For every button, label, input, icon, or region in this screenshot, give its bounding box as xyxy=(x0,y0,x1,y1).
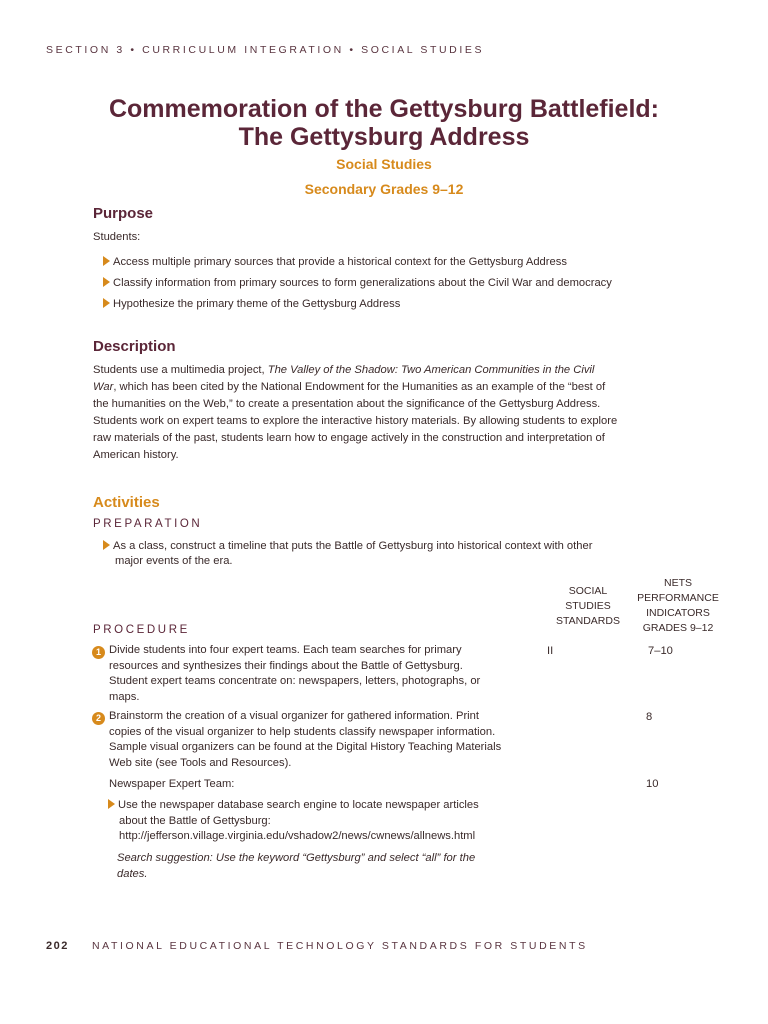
description-line: American history. xyxy=(93,449,179,461)
bullet-arrow-icon xyxy=(103,298,110,308)
page-number: 202 xyxy=(46,940,69,952)
newspaper-database-url[interactable]: http://jefferson.village.virginia.edu/vshadow2/news/cwnews/allnews.html xyxy=(119,830,476,842)
preparation-bullet xyxy=(103,539,663,569)
step-2-text: Brainstorm the creation of a visual organizer for gathered information. Print copies of the visual organizer to help students classify newspaper information. Sample visual organizers can be found at the Digital History Teaching Materials Web site (see Tools and Resources). xyxy=(109,710,502,769)
bullet-arrow-icon xyxy=(103,540,110,550)
description-line: War, which has been cited by the National Endowment for the Humanities as an example of the “best of xyxy=(93,381,606,393)
section-header: SECTION 3 • CURRICULUM INTEGRATION • SOCIAL STUDIES xyxy=(46,44,485,56)
step-2-number-badge: 2 xyxy=(92,712,105,725)
preparation-heading: PREPARATION xyxy=(93,518,203,530)
purpose-bullet: Access multiple primary sources that provide a historical context for the Gettysburg Address xyxy=(103,255,663,270)
social-studies-standards-header: SOCIAL STUDIES STANDARDS xyxy=(556,585,620,627)
preparation-line: major events of the era. xyxy=(115,555,233,567)
nets-indicators-header: NETS PERFORMANCE INDICATORS GRADES 9–12 xyxy=(637,577,719,634)
step-1-nets-indicator: 7–10 xyxy=(648,645,673,657)
procedure-heading: PROCEDURE xyxy=(93,624,190,636)
description-line: Students use a multimedia project, The Valley of the Shadow: Two American Communities in the Civil xyxy=(93,364,595,376)
purpose-bullet: Classify information from primary sources to form generalizations about the Civil War and democracy xyxy=(103,276,663,291)
newspaper-team-label: Newspaper Expert Team: xyxy=(109,778,235,790)
bullet-arrow-icon xyxy=(103,256,110,266)
page-title-line-1: Commemoration of the Gettysburg Battlefield: xyxy=(108,95,660,123)
step-1-social-standard: II xyxy=(547,645,554,657)
description-line: Students work on expert teams to explore the interactive history materials. By allowing students to explore xyxy=(93,415,618,427)
subject-label: Social Studies xyxy=(336,156,432,172)
activities-heading: Activities xyxy=(93,494,160,511)
description-heading: Description xyxy=(93,338,176,355)
step-1-number-badge: 1 xyxy=(92,646,105,659)
page-title-line-2: The Gettysburg Address xyxy=(238,123,530,151)
description-line: the humanities on the Web,” to create a presentation about the significance of the Gettysburg Address. xyxy=(93,398,601,410)
step-2-nets-indicator: 8 xyxy=(646,711,653,723)
step-1-text: Divide students into four expert teams. Each team searches for primary resources and synthesizes their findings about the Battle of Gettysburg. Student expert teams concentrate on: newspapers, letters, photographs, or maps. xyxy=(109,644,481,703)
description-text xyxy=(93,362,673,464)
search-suggestion: Search suggestion: Use the keyword “Gettysburg” and select “all” for the dates. xyxy=(117,852,476,880)
purpose-heading: Purpose xyxy=(93,205,154,222)
footer-title: NATIONAL EDUCATIONAL TECHNOLOGY STANDARDS FOR STUDENTS xyxy=(92,940,588,952)
purpose-bullet: Hypothesize the primary theme of the Gettysburg Address xyxy=(103,297,663,312)
purpose-intro: Students: xyxy=(93,231,141,243)
grades-label: Secondary Grades 9–12 xyxy=(304,181,464,197)
bullet-arrow-icon xyxy=(103,277,110,287)
description-line: raw materials of the past, students learn how to engage actively in the construction and interpretation of xyxy=(93,432,605,444)
bullet-arrow-icon xyxy=(108,799,115,809)
newspaper-team-nets-indicator: 10 xyxy=(646,778,659,790)
newspaper-team-bullet: Use the newspaper database search engine to locate newspaper articles about the Battle of Gettysburg: http://jefferson.village.virginia.edu/vshadow2/news/cwnews/allnews.html xyxy=(108,798,548,845)
preparation-line: As a class, construct a timeline that puts the Battle of Gettysburg into historical context with other xyxy=(103,539,663,554)
